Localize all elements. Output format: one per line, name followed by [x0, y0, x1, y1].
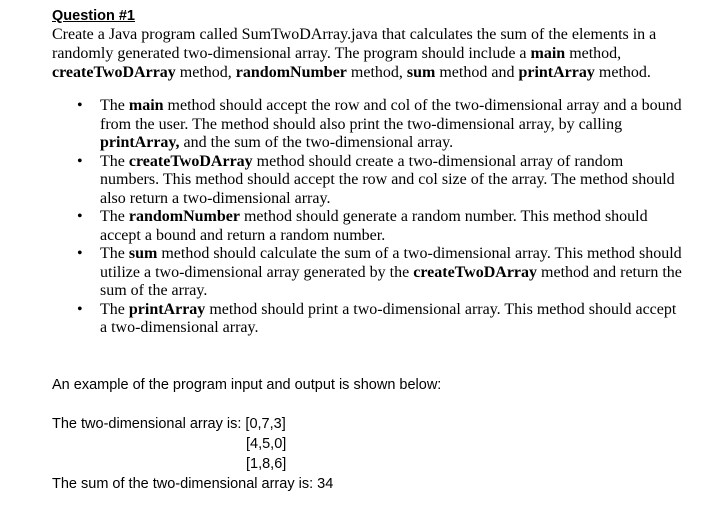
text-run: The	[100, 245, 129, 262]
question-intro	[52, 25, 692, 82]
bold-term: randomNumber	[235, 64, 347, 81]
bold-term: printArray	[518, 64, 595, 81]
bold-term: createTwoDArray	[128, 152, 253, 170]
requirement-text	[100, 301, 676, 337]
text-run: method.	[594, 64, 651, 81]
text-run: The	[100, 97, 129, 114]
text-run: method should create a two-dimensional array of random numbers. This method should accept the row and col size of the array. The method should also return a two-dimensional array.	[100, 152, 675, 207]
bold-term: sum	[128, 245, 158, 262]
text-run: method and	[435, 64, 519, 81]
text-run: and the sum of the two-dimensional array.	[179, 134, 454, 151]
text-run: method should generate a random number. This method should accept a bound and return a random number.	[100, 208, 648, 244]
text-run: method should accept the row and col of the two-dimensional array and a bound from the user. The method should also print the two-dimensional array, by calling	[100, 97, 682, 133]
requirement-text	[100, 245, 682, 299]
bullet-icon: •	[77, 300, 83, 318]
bold-term: printArray	[128, 300, 206, 318]
bold-term: randomNumber	[128, 208, 240, 225]
text-run: Create a Java program called SumTwoDArray.java that calculates the sum of the elements in a randomly generated two-dimensional array. The program should include a	[52, 26, 657, 62]
bold-term: createTwoDArray	[413, 263, 538, 281]
example-array-row-1: [0,7,3]	[245, 416, 286, 432]
example-array-row-2: [4,5,0]	[246, 436, 287, 452]
text-run: method should print a two-dimensional array. This method should accept a two-dimensional array.	[100, 300, 677, 336]
bold-term: sum	[406, 64, 436, 81]
example-sum-line: The sum of the two-dimensional array is: 34	[52, 476, 334, 492]
bullet-icon: •	[77, 245, 83, 262]
text-run: The	[100, 152, 129, 170]
text-run: method,	[565, 45, 622, 62]
requirement-item-sum	[52, 245, 682, 301]
text-run: The	[100, 208, 129, 225]
text-run: method and return the sum of the array.	[100, 263, 682, 299]
example-array-label: The two-dimensional array is:	[52, 416, 246, 432]
bold-term: createTwoDArray	[52, 64, 176, 81]
bold-term: main	[530, 45, 566, 62]
requirement-text	[100, 97, 682, 151]
example-intro: An example of the program input and output is shown below:	[52, 377, 442, 393]
requirement-item-createtwodarray	[52, 153, 682, 209]
bullet-icon: •	[77, 97, 83, 114]
bold-term: main	[128, 97, 164, 114]
example-array-row-3: [1,8,6]	[246, 456, 287, 472]
bold-term: printArray,	[100, 134, 180, 151]
text-run: method,	[175, 64, 236, 81]
requirement-item-main	[52, 97, 682, 153]
bullet-icon: •	[77, 208, 83, 225]
text-run: method should calculate the sum of a two-dimensional array. This method should utilize a two-dimensional array generated by the	[100, 245, 682, 281]
text-run: method,	[346, 64, 407, 81]
bullet-icon: •	[77, 152, 83, 170]
requirement-text	[100, 208, 648, 244]
example-array-line	[52, 416, 286, 432]
requirements-list	[52, 97, 682, 338]
question-heading: Question #1	[52, 8, 135, 24]
requirement-item-randomnumber	[52, 208, 682, 245]
requirement-text	[100, 153, 675, 207]
text-run: The	[100, 300, 129, 318]
requirement-item-printarray	[52, 301, 682, 338]
